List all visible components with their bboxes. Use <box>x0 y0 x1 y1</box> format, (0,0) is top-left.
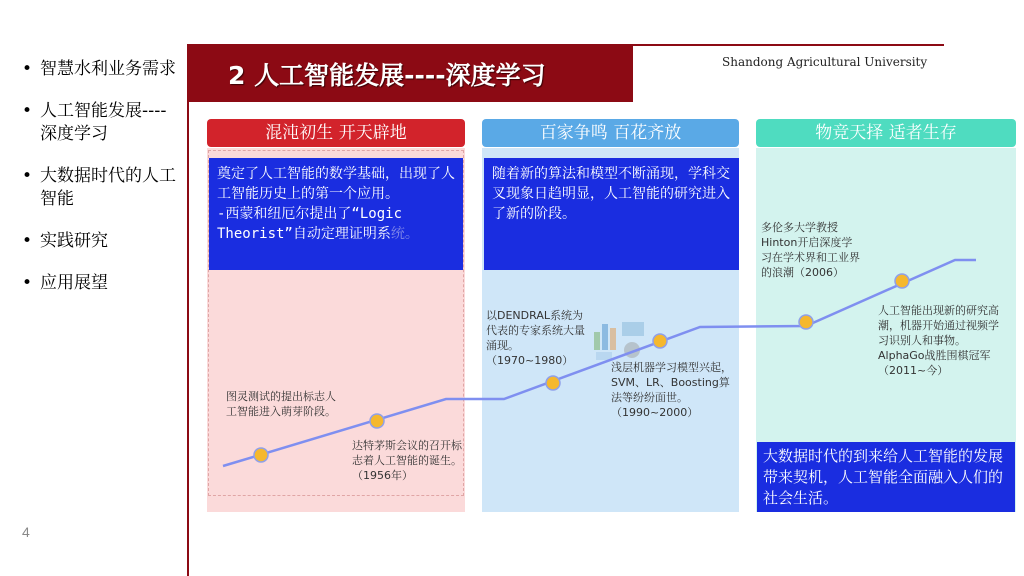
nav-item-label: 应用展望 <box>40 273 108 293</box>
timeline-line <box>223 260 976 466</box>
bullet-icon: • <box>22 273 33 293</box>
note-alphago: 人工智能出现新的研究高潮，机器开始通过视频学习识别人和事物。AlphaGo战胜围棋冠军（2011~今） <box>878 304 999 377</box>
bullet-icon: • <box>22 166 33 186</box>
timeline-dot-dendral <box>546 376 560 390</box>
stage2-description: 随着新的算法和模型不断涌现，学科交叉现象日趋明显，人工智能的研究进入了新的阶段。 <box>484 158 739 270</box>
note-dendral: 以DENDRAL系统为代表的专家系统大量涌现。（1970~1980） <box>486 309 585 367</box>
stage1-header: 混沌初生 开天辟地 <box>207 119 465 147</box>
note-turing-test: 图灵测试的提出标志人工智能进入萌芽阶段。 <box>226 390 336 418</box>
stage3-description: 大数据时代的到来给人工智能的发展带来契机，人工智能全面融入人们的社会生活。 <box>757 442 1015 512</box>
timeline-dot-alphago <box>895 274 909 288</box>
stage2-header: 百家争鸣 百花齐放 <box>482 119 739 147</box>
stage1-description-text: 奠定了人工智能的数学基础，出现了人工智能历史上的第一个应用。 -西蒙和纽厄尔提出了“Logic Theorist”自动定理证明系 <box>217 166 455 242</box>
stage3-header: 物竞天择 适者生存 <box>756 119 1016 147</box>
timeline-dot-dartmouth <box>370 414 384 428</box>
note-shallow-ml: 浅层机器学习模型兴起，SVM、LR、Boosting算法等纷纷面世。（1990~2000） <box>611 361 732 419</box>
timeline-dot-ml <box>653 334 667 348</box>
nav-item-label: 大数据时代的人工智能 <box>40 166 176 209</box>
timeline-dot-turing <box>254 448 268 462</box>
note-dartmouth: 达特茅斯会议的召开标志着人工智能的诞生。（1956年） <box>352 439 462 482</box>
bullet-icon: • <box>22 101 33 121</box>
bullet-icon: • <box>22 231 33 251</box>
university-name: Shandong Agricultural University <box>722 55 928 69</box>
slide-title: 2 人工智能发展----深度学习 <box>228 61 546 90</box>
note-hinton: 多伦多大学教授Hinton开启深度学习在学术界和工业界的浪潮（2006） <box>761 221 860 279</box>
nav-item-label: 实践研究 <box>40 231 108 251</box>
nav-item-label: 人工智能发展----深度学习 <box>40 101 167 144</box>
nav-item-label: 智慧水利业务需求 <box>40 59 176 79</box>
page-number: 4 <box>22 524 30 540</box>
stage1-description-tail: 统。 <box>390 226 419 242</box>
timeline-dot-hinton <box>799 315 813 329</box>
bullet-icon: • <box>22 59 33 79</box>
